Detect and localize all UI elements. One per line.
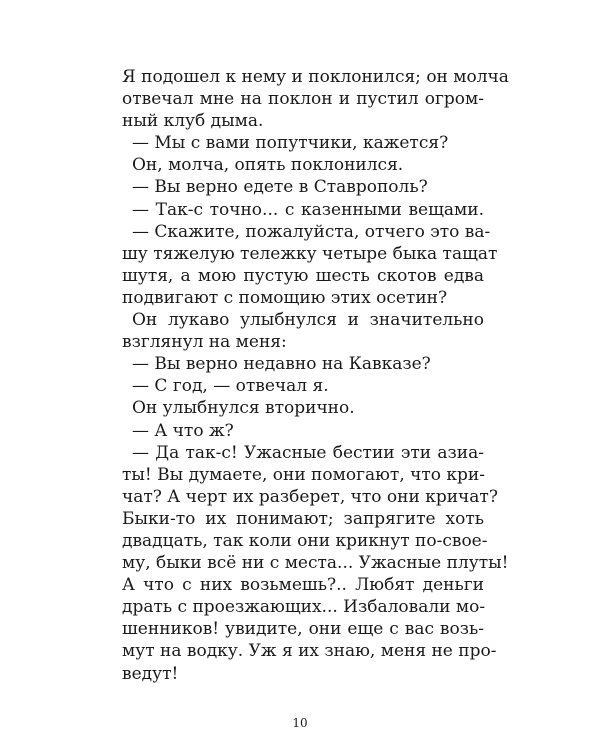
text-line: — Так-с точно... с казенными вещами.: [132, 199, 484, 220]
text-line: А что с них возьмешь?.. Любят деньги: [122, 575, 484, 596]
text-line: подвигают с помощию этих осетин?: [122, 287, 448, 308]
text-line: драть с проезжающих... Избаловали мо-: [122, 597, 486, 618]
text-line: двадцать, так коли они крикнут по-свое-: [122, 530, 488, 551]
text-line: шутя, а мою пустую шесть скотов едва: [122, 265, 484, 286]
text-line: — Вы верно едете в Ставрополь?: [132, 177, 428, 198]
text-line: — С год, — отвечал я.: [132, 376, 329, 397]
page-number: 10: [292, 716, 308, 730]
text-line: — А что ж?: [132, 420, 234, 441]
text-line: — Вы верно недавно на Кавказе?: [132, 354, 431, 375]
text-line: му, быки всё ни с места... Ужасные плуты!: [122, 553, 509, 574]
text-line: взглянул на меня:: [122, 332, 287, 353]
text-line: Он, молча, опять поклонился.: [132, 155, 404, 176]
text-line: — Мы с вами попутчики, кажется?: [132, 133, 449, 154]
text-line: ты! Вы думаете, они помогают, что кри-: [122, 464, 486, 485]
text-line: шу тяжелую тележку четыре быка тащат: [122, 243, 498, 264]
text-line: отвечал мне на поклон и пустил огром-: [122, 89, 484, 110]
text-line: мут на водку. Уж я их знаю, меня не про-: [122, 641, 497, 662]
text-line: — Да так-с! Ужасные бестии эти азиа-: [132, 442, 484, 463]
text-line: Он лукаво улыбнулся и значительно: [132, 310, 484, 331]
text-line: Я подошел к нему и поклонился; он молча: [122, 67, 509, 87]
text-line: Быки-то их понимают; запрягите хоть: [122, 508, 484, 529]
text-line: ведут!: [122, 663, 179, 684]
text-line: Он улыбнулся вторично.: [132, 398, 355, 419]
body-text: [122, 66, 509, 685]
text-line: — Скажите, пожалуйста, отчего это ва-: [132, 221, 491, 242]
text-line: чат? А черт их разберет, что они кричат?: [122, 486, 498, 507]
text-line: ный клуб дыма.: [122, 111, 264, 132]
text-line: шенников! увидите, они еще с вас возь-: [122, 619, 484, 640]
